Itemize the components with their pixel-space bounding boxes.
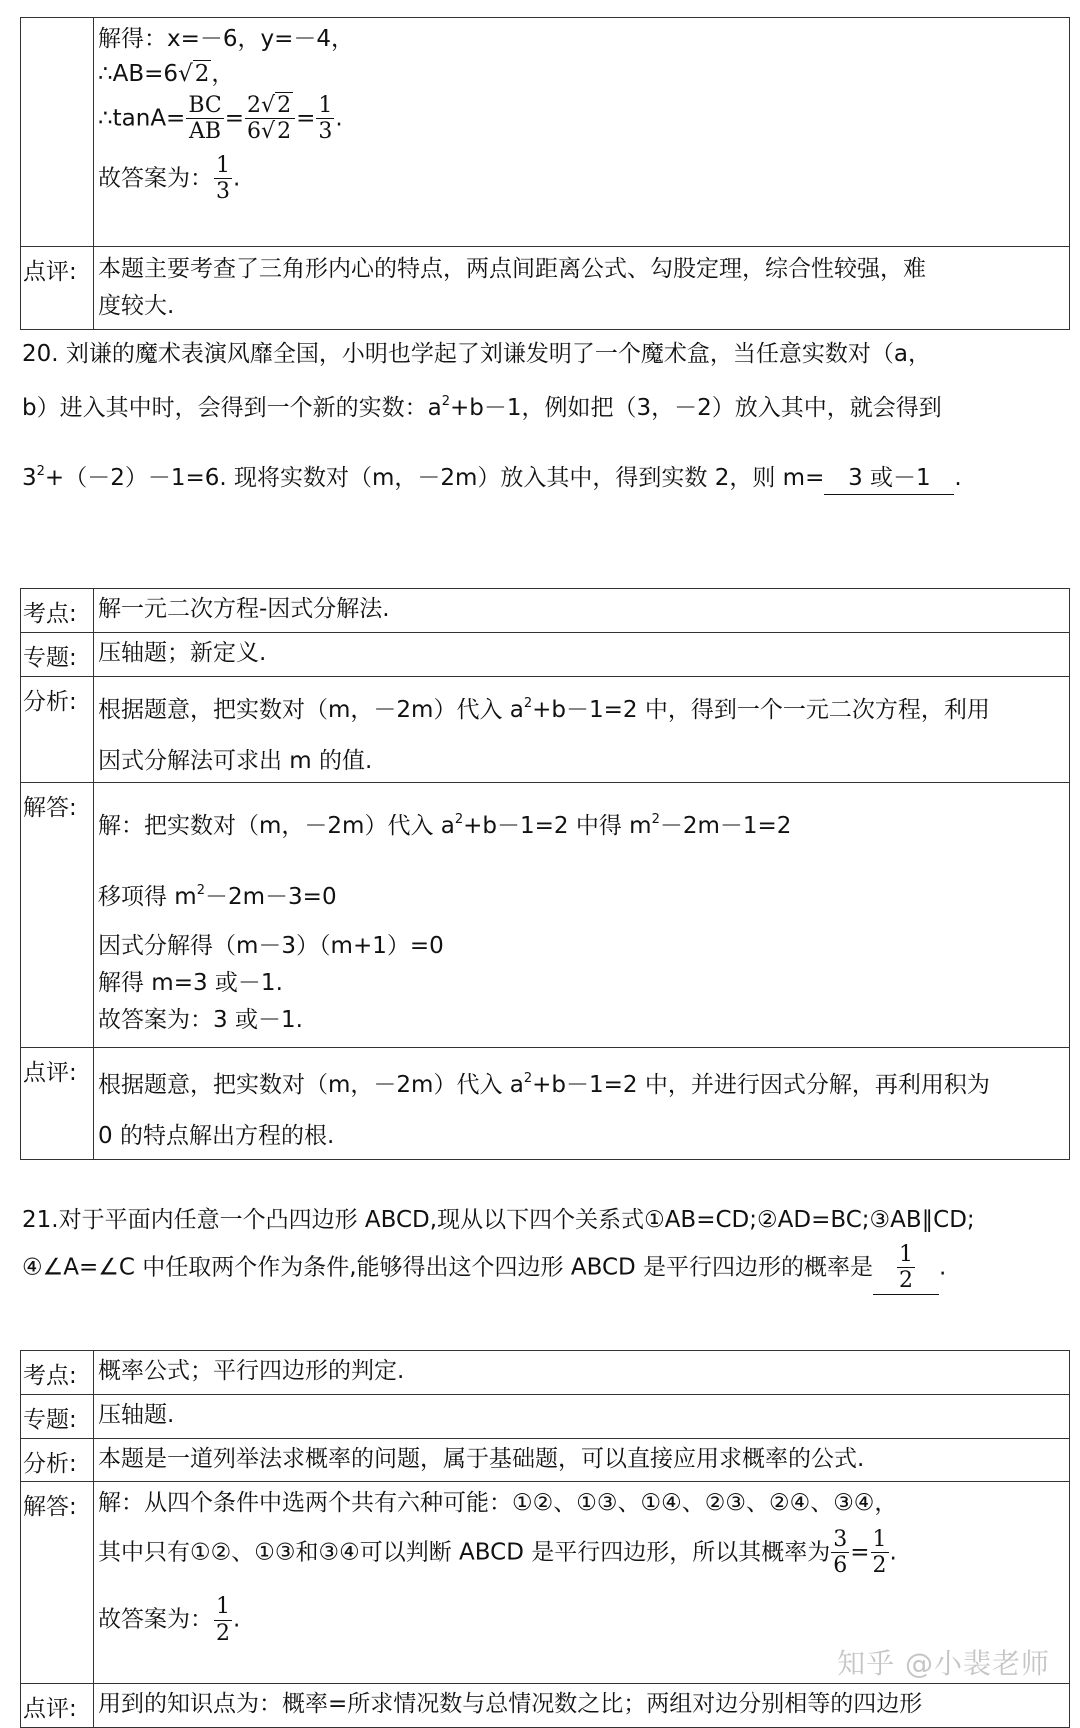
q19-fraction-sqrt: $\frac{2√2}{6√2}$ [245, 93, 295, 145]
q20-dianping: 根据题意，把实数对（m，－2m）代入 $a^2+b-1=2$ 中，并进行因式分解，再利用积为 0 的特点解出方程的根. [94, 1047, 1070, 1159]
q20-solution-table [20, 588, 1070, 1160]
q19-solution-line-1: 解得：x=－6，y=－4， [98, 26, 355, 52]
q19-blank-label-cell [21, 18, 94, 247]
q20-line-2: b）进入其中时，会得到一个新的实数：$a^2+b-1$，例如把（3，－2）放入其中，就会得到 [22, 394, 942, 421]
q21-fraction-3-6: $\frac{3}{6}$ [833, 1526, 848, 1579]
q19-solution-line-2: ∴AB=6√2， [98, 57, 1065, 92]
q19-ab-text: ∴AB=6 [98, 60, 179, 87]
q21-dianping-label: 点评: [21, 1684, 94, 1728]
q21-zhuanti-label: 专题: [21, 1394, 94, 1438]
q20-jieda-label: 解答: [21, 782, 94, 1047]
q19-solution-cell [94, 18, 1070, 247]
q20-zhuanti: 压轴题；新定义. [94, 632, 1070, 676]
q19-review-cell: 本题主要考查了三角形内心的特点，两点间距离公式、勾股定理，综合性较强，难 度较大. [94, 247, 1070, 330]
q21-dianping: 用到的知识点为：概率=所求情况数与总情况数之比；两组对边分别相等的四边形 [94, 1684, 1070, 1728]
q21-answer-blank: $\frac{1}{2}$ [873, 1242, 939, 1295]
q20-kaodian-label: 考点: [21, 589, 94, 633]
q20-dianping-label: 点评: [21, 1047, 94, 1159]
q21-kaodian: 概率公式；平行四边形的判定. [94, 1351, 1070, 1395]
q21-answer-fraction: $\frac{1}{2}$ [216, 1594, 230, 1646]
q19-fraction-bc-ab: $\frac{BC}{AB}$ [188, 93, 222, 145]
q21-fenxi-label: 分析: [21, 1438, 94, 1482]
q21-zhuanti: 压轴题. [94, 1394, 1070, 1438]
q19-answer-fraction: $\frac{1}{3}$ [216, 152, 230, 204]
q20-kaodian: 解一元二次方程-因式分解法. [94, 589, 1070, 633]
q19-tan-text: ∴tanA= [98, 105, 186, 132]
q21-fraction-1-2: $\frac{1}{2}$ [872, 1526, 887, 1579]
q19-solution-line-3: ∴tanA= $\frac{BC}{AB}$ = $\frac{2√2}{6√2}$ = $\frac{1}{3}$ . [98, 93, 343, 145]
q21-fenxi: 本题是一道列举法求概率的问题，属于基础题，可以直接应用求概率的公式. [94, 1438, 1070, 1482]
q21-line-1: 21.对于平面内任意一个凸四边形 ABCD,现从以下四个关系式①AB=CD;②AD=BC;③AB∥CD; [22, 1207, 975, 1233]
q21-jieda-label: 解答: [21, 1482, 94, 1684]
q20-fenxi-label: 分析: [21, 676, 94, 782]
q20-zhuanti-label: 专题: [21, 632, 94, 676]
q19-answer-line: 故答案为： $\frac{1}{3}$ . [98, 152, 241, 204]
q20-answer-blank: 3 或－1 [824, 462, 954, 495]
question-21 [22, 1204, 1072, 1295]
q19-sqrt: √2 [178, 60, 210, 87]
q20-fenxi: 根据题意，把实数对（m，－2m）代入 $a^2+b-1=2$ 中，得到一个一元二次方程，利用 因式分解法可求出 m 的值. [94, 676, 1070, 782]
q19-solution-table [20, 17, 1070, 330]
q19-fraction-one-third: $\frac{1}{3}$ [318, 93, 333, 145]
q21-jieda: 解：从四个条件中选两个共有六种可能：①②、①③、①④、②③、②④、③④， 其中只有①②、①③和③④可以判断 ABCD 是平行四边形，所以其概率为 $\frac{3}{6}$ = $\frac{1}{2}$ . 故答案为： $\frac{1}{2}$ . [94, 1482, 1070, 1684]
q21-line-2: ④∠A=∠C 中任取两个作为条件,能够得出这个四边形 ABCD 是平行四边形的概率是 $\frac{1}{2}$ . [22, 1242, 947, 1294]
watermark: 知乎 @小裴老师 [837, 1647, 1050, 1680]
q21-kaodian-label: 考点: [21, 1351, 94, 1395]
q20-jieda: 解：把实数对（m，－2m）代入 $a^2+b-1=2$ 中得 $m^2-2m-1=2$ 移项得 $m^2-2m-3=0$ 因式分解得（m－3）（m+1）=0 解得 m=3 或－1. 故答案为：3 或－1. [94, 782, 1070, 1047]
question-20 [22, 338, 1072, 495]
q20-line-3: $3^2+(-2)-1=6$. 现将实数对（m，－2m）放入其中，得到实数 2，则 m= 3 或－1 . [22, 462, 1072, 495]
q19-review-label: 点评: [21, 247, 94, 330]
q20-line-1: 20. 刘谦的魔术表演风靡全国，小明也学起了刘谦发明了一个魔术盒，当任意实数对（a， [22, 341, 931, 367]
